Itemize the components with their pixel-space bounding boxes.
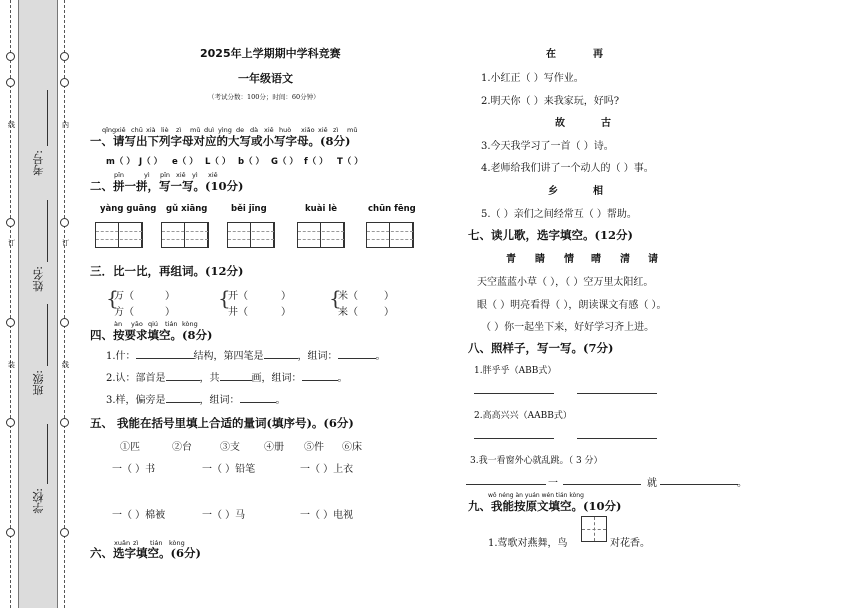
- s7-line[interactable]: （ ）你一起坐下来，好好学习齐上进。: [481, 322, 655, 333]
- pinyin: huò: [279, 126, 292, 134]
- s7-option: 请: [648, 254, 658, 265]
- compare-char: 井（: [228, 307, 248, 318]
- section-8-title: 八、照样子，写一写。(7分): [468, 341, 614, 355]
- measure-word-option: ④册: [264, 442, 284, 453]
- answer-line[interactable]: [466, 484, 546, 485]
- s8-dash: 一: [548, 478, 558, 489]
- q4-text: 。: [275, 395, 286, 406]
- pinyin: liè: [161, 126, 169, 134]
- answer-line[interactable]: [474, 438, 554, 439]
- dotted-cut-line-outer: [10, 0, 11, 608]
- s8-jiu: 就: [647, 478, 657, 489]
- measure-word-item[interactable]: 一（ ）铅笔: [202, 464, 256, 475]
- s7-line[interactable]: 眼（ ）明亮看得（ ），朗读课文有感（ ）。: [477, 300, 667, 311]
- exam-title: 2025年上学期期中学科竞赛: [200, 47, 341, 60]
- pinyin: yì: [144, 171, 150, 179]
- measure-word-item[interactable]: 一（ ）电视: [300, 510, 354, 521]
- letter-item[interactable]: e（ ）: [172, 157, 198, 167]
- pinyin: kòng: [169, 539, 185, 547]
- q4-text: 。: [375, 351, 386, 362]
- section-9-title: 九、我能按原文填空。(10分): [468, 499, 622, 513]
- q4-text: ，共: [199, 373, 220, 384]
- margin-mark: 线: [62, 361, 69, 369]
- pinyin: qǐng: [102, 126, 117, 134]
- q4-line-3: [106, 391, 286, 406]
- brace: {: [329, 286, 342, 310]
- pinyin-word: chūn fēng: [368, 204, 416, 214]
- section-1-title: 一、请写出下列字母对应的大写或小写字母。(8分): [90, 134, 351, 148]
- blank[interactable]: [136, 358, 194, 359]
- writing-grid[interactable]: [366, 222, 414, 248]
- compare-close[interactable]: ）: [384, 291, 394, 302]
- answer-line[interactable]: [660, 484, 738, 485]
- s6-line[interactable]: 3.今天我学习了一首（ ）诗。: [481, 141, 614, 152]
- q4-text: ，组词：: [297, 351, 338, 362]
- exam-subtitle: 一年级语文: [238, 72, 293, 85]
- margin-circle: [6, 418, 15, 427]
- margin-circle: [6, 318, 15, 327]
- exam-note: （考试分数：100分；时间：60分钟）: [208, 93, 320, 101]
- brace: {: [106, 286, 119, 310]
- pinyin: zì: [333, 126, 339, 134]
- margin-mark: 线: [8, 121, 15, 129]
- choice-char: 乡: [548, 186, 558, 197]
- q4-text: 结构，第四笔是: [193, 351, 264, 362]
- pinyin: àn: [114, 320, 123, 328]
- margin-mark: 订: [8, 239, 15, 247]
- choice-char: 在: [546, 49, 556, 60]
- tian-grid-box[interactable]: [581, 516, 607, 542]
- s9-line-end: 对花香。: [610, 538, 650, 549]
- pinyin: xiě: [318, 126, 328, 134]
- blank[interactable]: [166, 380, 200, 381]
- blank[interactable]: [220, 380, 252, 381]
- margin-circle: [6, 78, 15, 87]
- dotted-cut-line-inner: [64, 0, 65, 608]
- compare-close[interactable]: ）: [165, 291, 175, 302]
- compare-close[interactable]: ）: [281, 291, 291, 302]
- writing-grid[interactable]: [297, 222, 345, 248]
- compare-close[interactable]: ）: [165, 307, 175, 318]
- writing-grid[interactable]: [161, 222, 209, 248]
- measure-word-item[interactable]: 一（ ）棉被: [112, 510, 166, 521]
- measure-word-item[interactable]: 一（ ）书: [112, 464, 156, 475]
- writing-grid[interactable]: [95, 222, 143, 248]
- pinyin: yāo: [131, 320, 143, 328]
- s7-line[interactable]: 天空蓝蓝小草（ ），（ ）空万里太阳红。: [477, 277, 654, 288]
- class-label: 班级:: [32, 370, 45, 396]
- pinyin: xiě: [208, 171, 218, 179]
- pinyin-word: běi jīng: [231, 204, 267, 214]
- margin-circle: [6, 52, 15, 61]
- margin-mark: 订: [62, 239, 69, 247]
- margin-mark: 内: [62, 121, 69, 129]
- q4-text: 2.认：部首是: [106, 373, 166, 384]
- s7-option: 情: [564, 254, 574, 265]
- answer-line[interactable]: [577, 393, 657, 394]
- measure-word-option: ①匹: [120, 442, 140, 453]
- s6-line[interactable]: 4.老师给我们讲了一个动人的（ ）事。: [481, 163, 654, 174]
- pinyin-word: yàng guāng: [100, 204, 157, 214]
- margin-circle: [6, 528, 15, 537]
- pinyin-word: kuài lè: [305, 204, 337, 214]
- writing-grid[interactable]: [227, 222, 275, 248]
- binding-margin: [18, 0, 58, 608]
- answer-line[interactable]: [577, 438, 657, 439]
- letter-item[interactable]: J（ ）: [139, 157, 163, 167]
- q4-line-1: [106, 347, 386, 362]
- exam-number-label: 考号:: [32, 150, 45, 176]
- letter-item[interactable]: L（ ）: [205, 157, 231, 167]
- school-label: 学校:: [32, 488, 45, 514]
- compare-char: 万（: [114, 291, 134, 302]
- choice-char: 古: [601, 118, 611, 129]
- letter-item[interactable]: m（ ）: [106, 157, 135, 167]
- section-4-title: 四、按要求填空。(8分): [90, 328, 213, 342]
- blank[interactable]: [166, 402, 200, 403]
- measure-word-option: ⑤件: [304, 442, 324, 453]
- s8-line: 1.胖乎乎（ABB式）: [474, 366, 557, 376]
- letter-item[interactable]: f（ ）: [304, 157, 328, 167]
- brace: {: [218, 286, 231, 310]
- pinyin-word: gǔ xiāng: [166, 204, 208, 214]
- compare-char: 米（: [338, 291, 358, 302]
- pinyin: tián: [165, 320, 178, 328]
- measure-word-option: ②台: [172, 442, 192, 453]
- choice-char: 相: [593, 186, 603, 197]
- pinyin: mǔ: [347, 126, 358, 134]
- letter-row: [106, 155, 370, 167]
- margin-circle: [6, 218, 15, 227]
- pinyin: xiě: [116, 126, 126, 134]
- q4-text: 3.样，偏旁是: [106, 395, 166, 406]
- s6-line[interactable]: 1.小红正（ ）写作业。: [481, 73, 584, 84]
- s8-line: 3.我一看窗外心就乱跳。（ 3 分）: [470, 456, 603, 466]
- pinyin: mǔ: [190, 126, 201, 134]
- section-7-title: 七、读儿歌，选字填空。(12分): [468, 228, 633, 242]
- answer-line[interactable]: [474, 393, 554, 394]
- q4-line-2: [106, 369, 348, 384]
- exam-number-field[interactable]: [47, 90, 48, 146]
- compare-close[interactable]: ）: [281, 307, 291, 318]
- name-field[interactable]: [47, 200, 48, 262]
- compare-char: 来（: [338, 307, 358, 318]
- answer-line[interactable]: [563, 484, 641, 485]
- pinyin: zì: [133, 539, 139, 547]
- pinyin: pīn: [114, 171, 125, 179]
- pinyin: de: [236, 126, 245, 134]
- pinyin: xiě: [176, 171, 186, 179]
- q4-text: 。: [337, 373, 348, 384]
- s6-line[interactable]: 5.（ ）亲们之间经常互（ ）帮助。: [481, 209, 637, 220]
- compare-char: 方（: [114, 307, 134, 318]
- class-field[interactable]: [47, 304, 48, 366]
- letter-item[interactable]: T（ ）: [337, 157, 363, 167]
- s7-option: 睛: [535, 254, 545, 265]
- measure-word-option: ⑥床: [342, 442, 362, 453]
- section-3-title: 三．比一比，再组词。(12分): [90, 264, 244, 278]
- pinyin: xià: [146, 126, 156, 134]
- margin-circle: [60, 52, 69, 61]
- pinyin: xiǎo: [301, 126, 315, 134]
- pinyin: zì: [176, 126, 182, 134]
- section-2-title: 二、拼一拼，写一写。(10分): [90, 179, 244, 193]
- pinyin: dà: [250, 126, 259, 134]
- margin-circle: [60, 218, 69, 227]
- measure-word-item[interactable]: 一（ ）马: [202, 510, 246, 521]
- s7-option: 清: [620, 254, 630, 265]
- s8-end: 。: [737, 478, 747, 489]
- margin-mark: 装: [8, 361, 15, 369]
- pinyin: kòng: [182, 320, 198, 328]
- pinyin: xiě: [264, 126, 274, 134]
- q4-text: 画，组词：: [251, 373, 302, 384]
- measure-word-item[interactable]: 一（ ）上衣: [300, 464, 354, 475]
- margin-circle: [60, 318, 69, 327]
- section-5-title: 五、 我能在括号里填上合适的量词(填序号)。(6分): [90, 416, 354, 430]
- margin-circle: [60, 78, 69, 87]
- s7-option: 晴: [591, 254, 601, 265]
- s8-line: 2.高高兴兴（AABB式）: [474, 411, 572, 421]
- q4-text: 1.什：: [106, 351, 136, 362]
- measure-word-option: ③支: [220, 442, 240, 453]
- choice-char: 再: [593, 49, 603, 60]
- s7-option: 青: [506, 254, 516, 265]
- pinyin: duì: [204, 126, 215, 134]
- blank[interactable]: [240, 402, 276, 403]
- section-6-title: 六、选字填空。(6分): [90, 546, 201, 560]
- pinyin-row: wǒ néng àn yuán wén tián kòng: [488, 492, 584, 499]
- margin-circle: [60, 418, 69, 427]
- letter-item[interactable]: b（ ）: [238, 157, 265, 167]
- blank[interactable]: [264, 358, 298, 359]
- name-label: 姓名:: [32, 266, 45, 292]
- choice-char: 故: [555, 118, 565, 129]
- compare-close[interactable]: ）: [384, 307, 394, 318]
- s6-line[interactable]: 2.明天你（ ）来我家玩，好吗?: [481, 96, 620, 107]
- school-field[interactable]: [47, 424, 48, 484]
- margin-circle: [60, 528, 69, 537]
- blank[interactable]: [302, 380, 338, 381]
- pinyin: yì: [192, 171, 198, 179]
- s9-line-start: 1.莺歌对燕舞，鸟: [488, 538, 568, 549]
- letter-item[interactable]: G（ ）: [271, 157, 298, 167]
- pinyin: tián: [150, 539, 163, 547]
- pinyin: qiú: [148, 320, 159, 328]
- q4-text: ，组词：: [199, 395, 240, 406]
- blank[interactable]: [338, 358, 376, 359]
- pinyin: xuǎn: [114, 539, 131, 547]
- compare-char: 开（: [228, 291, 248, 302]
- pinyin: yìng: [218, 126, 232, 134]
- pinyin: pīn: [160, 171, 171, 179]
- pinyin: chū: [131, 126, 143, 134]
